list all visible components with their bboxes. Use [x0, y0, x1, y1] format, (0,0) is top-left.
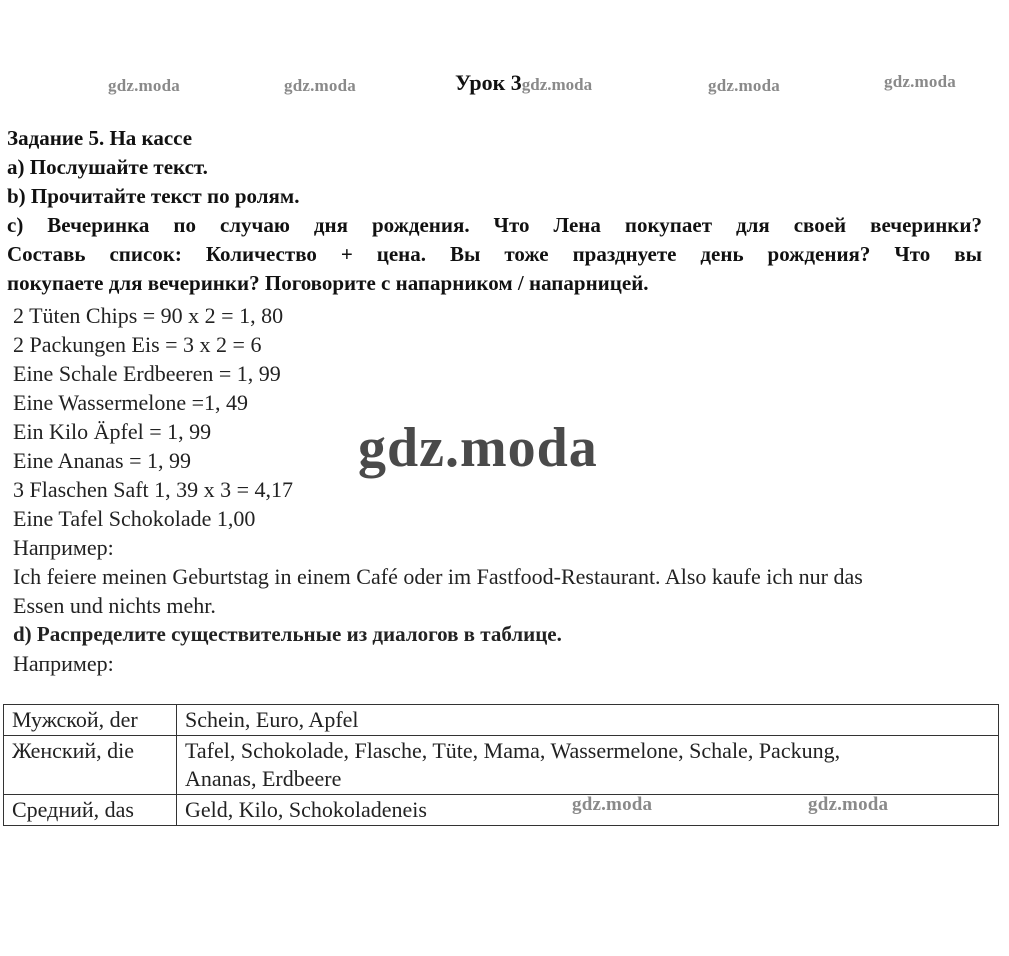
watermark: gdz.moda — [521, 75, 593, 94]
nouns-cell: Schein, Euro, Apfel — [177, 705, 999, 736]
example-text-line: Ich feiere meinen Geburtstag in einem Café oder im Fastfood-Restaurant. Also kaufe ich nur das — [13, 564, 863, 589]
lesson-title-text: Урок 3 — [455, 70, 522, 95]
task-item-b: b) Прочитайте текст по ролям. — [7, 184, 300, 208]
list-item: 2 Tüten Chips = 90 x 2 = 1, 80 — [13, 303, 284, 328]
gender-cell: Средний, das — [4, 795, 177, 826]
task-d-title: d) Распределите существительные из диалогов в таблице. — [13, 622, 562, 646]
task-item-a: а) Послушайте текст. — [7, 155, 208, 179]
watermark: gdz.moda — [108, 76, 180, 95]
gender-cell: Женский, die — [4, 736, 177, 795]
example-text-line: Essen und nichts mehr. — [13, 593, 216, 618]
nouns-cell: Geld, Kilo, Schokoladeneis — [177, 795, 999, 826]
task-item-c-line: покупаете для вечеринки? Поговорите с напарником / напарницей. — [7, 271, 649, 295]
nouns-line: Tafel, Schokolade, Flasche, Tüte, Mama, Wassermelone, Schale, Packung, — [185, 738, 841, 763]
table-row — [4, 736, 999, 795]
example-label: Например: — [13, 651, 114, 676]
table-row — [4, 705, 999, 736]
watermark: gdz.moda — [884, 72, 956, 91]
watermark: gdz.moda — [708, 76, 780, 95]
list-item: Eine Tafel Schokolade 1,00 — [13, 506, 256, 531]
list-item: Eine Wassermelone =1, 49 — [13, 390, 249, 415]
lesson-title — [455, 70, 592, 96]
task-item-c-line: Составь список: Количество + цена. Вы тоже празднуете день рождения? Что вы — [7, 242, 982, 266]
nouns-cell — [177, 736, 999, 795]
task-title: Задание 5. На кассе — [7, 126, 193, 150]
task-item-c-line: с) Вечеринка по случаю дня рождения. Что Лена покупает для своей вечеринки? — [7, 213, 982, 237]
watermark: gdz.moda — [572, 794, 653, 815]
list-item: Eine Ananas = 1, 99 — [13, 448, 191, 473]
watermark-large: gdz.moda — [358, 417, 598, 479]
watermark: gdz.moda — [284, 76, 356, 95]
list-item: 2 Packungen Eis = 3 x 2 = 6 — [13, 332, 262, 357]
list-item: Eine Schale Erdbeeren = 1, 99 — [13, 361, 281, 386]
gender-cell: Мужской, der — [4, 705, 177, 736]
list-item: 3 Flaschen Saft 1, 39 x 3 = 4,17 — [13, 477, 294, 502]
nouns-line: Ananas, Erdbeere — [185, 766, 342, 791]
list-item: Ein Kilo Äpfel = 1, 99 — [13, 419, 212, 444]
shopping-list — [13, 301, 863, 678]
example-label: Например: — [13, 535, 114, 560]
watermark: gdz.moda — [808, 794, 889, 815]
task-instructions — [7, 124, 982, 298]
